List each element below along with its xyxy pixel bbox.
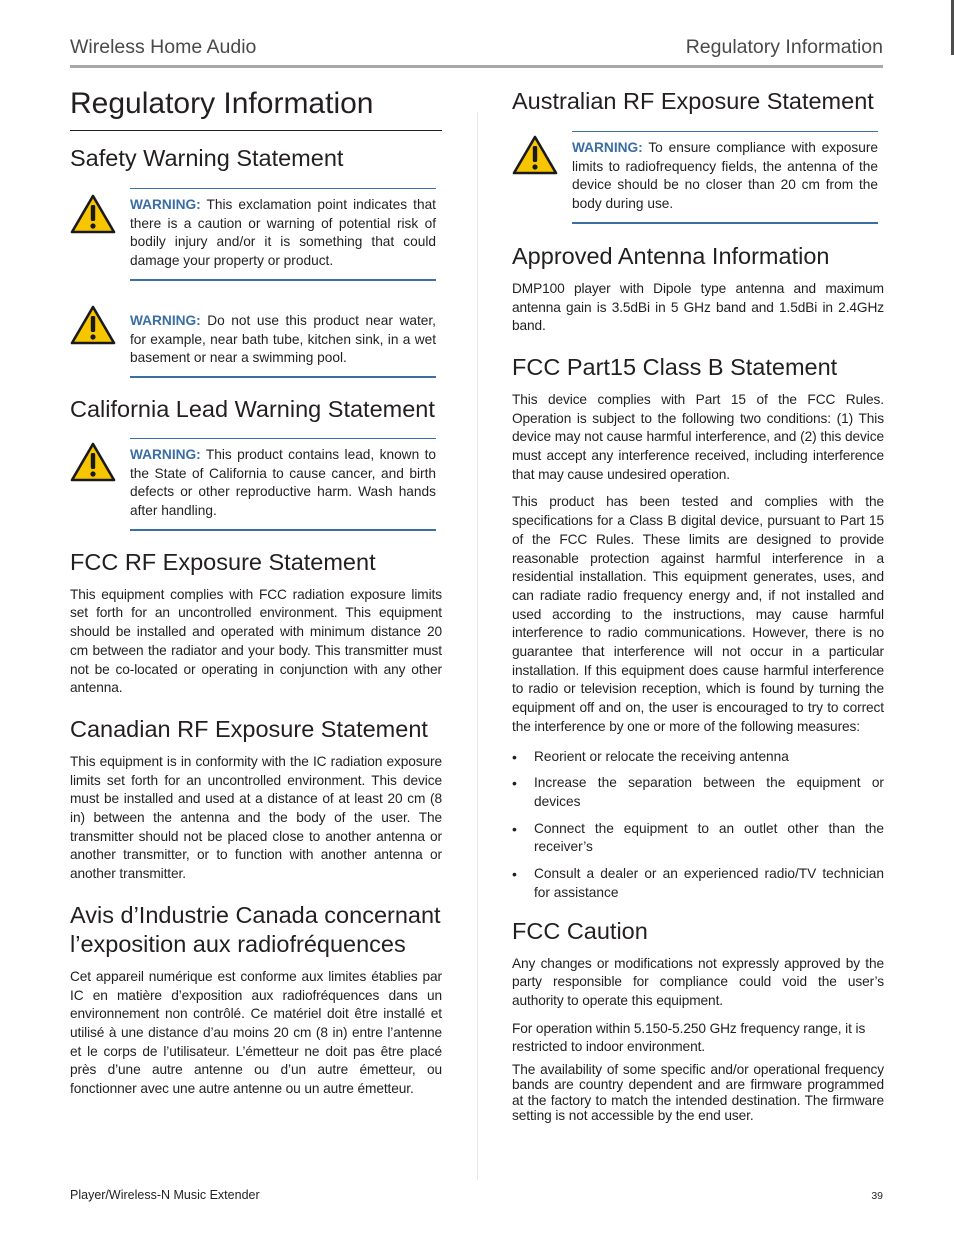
- warning-label: WARNING:: [130, 446, 201, 462]
- page-title: Regulatory Information: [70, 84, 442, 131]
- warning-text: [130, 312, 436, 368]
- warning-text: [130, 196, 436, 271]
- canadian-rf-exposure-text: This equipment is in conformity with the IC radiation exposure limits set forth for an uncontrolled environment. This device must be installed and used at a distance of at least 20 cm (8 in) between the antenna and the body of the user. The transmitter should not be placed close to another antenna or another transmitter, or to function with another antenna or another transmitter.: [70, 753, 442, 882]
- interference-measures-list: [512, 748, 884, 903]
- approved-antenna-text: DMP100 player with Dipole type antenna and maximum antenna gain is 3.5dBi in 5 GHz band and 1.5dBi in 2.4GHz band.: [512, 280, 884, 334]
- warning-body: This exclamation point indicates that there is a caution or warning of potential risk of bodily injury and/or it is something that could damage your property or product.: [130, 197, 436, 269]
- safety-warning-1: [70, 188, 442, 281]
- left-column: [70, 84, 442, 1099]
- approved-antenna-heading: Approved Antenna Information: [512, 242, 830, 269]
- australian-rf-exposure-heading: Australian RF Exposure Statement: [512, 88, 874, 114]
- warning-triangle-icon: [70, 305, 116, 345]
- list-item: • Connect the equipment to an outlet other than the receiver’s: [512, 820, 884, 857]
- warning-label: WARNING:: [572, 140, 643, 155]
- australian-warning: [512, 131, 884, 224]
- fcc-part15-text-2: This product has been tested and complies with the specifications for a Class B digital device, pursuant to Part 15 of the FCC Rules. These limits are designed to provide reasonable protection against harmful interference in a residential installation. This equipment generates, uses, and can radiate radio frequency energy and, if not installed and used according to the instructions, may cause harmful interference to radio communications. However, there is no guarantee that interference will not occur in a particular installation. If this equipment does cause harmful interference to radio or television reception, which is found by turning the equipment off and on, the user is encouraged to try to correct the interference by one or more of the following measures:: [512, 494, 884, 734]
- avis-industrie-canada-text: Cet appareil numérique est conforme aux limites établies par IC en matière d’exposition aux radiofréquences dans un environnement non contrôlé. Ce matériel doit être installé et utilisé à une distance d’au moins 20 cm (8 in) entre l’antenne et le corps de l’utilisateur. L’émetteur ne doit pas être placé près d’une autre antenne ou d’un autre émetteur, ou fonctionner avec une autre antenne ou un autre émetteur.: [70, 968, 442, 1097]
- warning-label: WARNING:: [130, 197, 201, 212]
- fcc-rf-exposure-heading: FCC RF Exposure Statement: [70, 548, 376, 575]
- header-rule: [70, 65, 883, 68]
- warning-body: To ensure compliance with exposure limits to radiofrequency fields, the antenna of the device should be no closer than 20 cm from the body during use.: [572, 140, 878, 212]
- page-number: 39: [871, 1190, 883, 1202]
- right-column: [512, 84, 884, 1123]
- warning-box: [130, 188, 436, 281]
- header-product-name: Wireless Home Audio: [70, 36, 257, 58]
- header-section-name: Regulatory Information: [685, 36, 883, 58]
- list-item: • Increase the separation between the equipment or devices: [512, 774, 884, 811]
- safety-warning-2: [70, 303, 442, 378]
- warning-box: [572, 131, 878, 224]
- california-warning: [70, 438, 442, 531]
- footer-product-name: Player/Wireless-N Music Extender: [70, 1188, 260, 1202]
- warning-text: [572, 139, 878, 214]
- warning-label: WARNING:: [130, 312, 201, 328]
- fcc-part15-heading: FCC Part15 Class B Statement: [512, 353, 838, 380]
- fcc-part15-text-1: This device complies with Part 15 of the FCC Rules. Operation is subject to the following two conditions: (1) This device may not cause harmful interference, and (2) this device must accept any interference received, including interference that may cause undesired operation.: [512, 391, 884, 482]
- warning-box: [130, 303, 436, 378]
- warning-body: Do not use this product near water, for example, near bath tube, kitchen sink, in a wet basement or near a swimming pool.: [130, 312, 436, 366]
- warning-triangle-icon: [70, 442, 116, 482]
- fcc-rf-exposure-text: This equipment complies with FCC radiation exposure limits set forth for an uncontrolled environment. This equipment should be installed and operated with minimum distance 20 cm between the radiator and your body. This transmitter must not be co-located or operating in conjunction with any other antenna.: [70, 586, 442, 696]
- warning-triangle-icon: [512, 135, 558, 175]
- list-item: • Reorient or relocate the receiving antenna: [512, 748, 884, 767]
- avis-industrie-canada-heading: Avis d’Industrie Canada concernant l’exposition aux radiofréquences: [70, 901, 441, 957]
- warning-triangle-icon: [70, 194, 116, 234]
- column-divider: [477, 112, 478, 1180]
- safety-warning-heading: Safety Warning Statement: [70, 145, 344, 171]
- warning-box: [130, 438, 436, 531]
- fcc-caution-text-3: The availability of some specific and/or operational frequency bands are country dependent and are firmware programmed at the factory to match the intended destination. The firmware setting is not accessible by the end user.: [512, 1062, 884, 1123]
- list-item: • Consult a dealer or an experienced radio/TV technician for assistance: [512, 865, 884, 902]
- fcc-caution-heading: FCC Caution: [512, 917, 648, 944]
- california-lead-heading: California Lead Warning Statement: [70, 395, 435, 422]
- fcc-caution-text-2: For operation within 5.150-5.250 GHz frequency range, it is restricted to indoor environment.: [512, 1020, 866, 1055]
- warning-text: [130, 446, 436, 521]
- warning-body: This product contains lead, known to the State of California to cause cancer, and birth defects or other reproductive harm. Wash hands after handling.: [130, 446, 436, 519]
- fcc-caution-text-1: Any changes or modifications not expressly approved by the party responsible for compliance could void the user’s authority to operate this equipment.: [512, 955, 884, 1008]
- canadian-rf-exposure-heading: Canadian RF Exposure Statement: [70, 715, 428, 742]
